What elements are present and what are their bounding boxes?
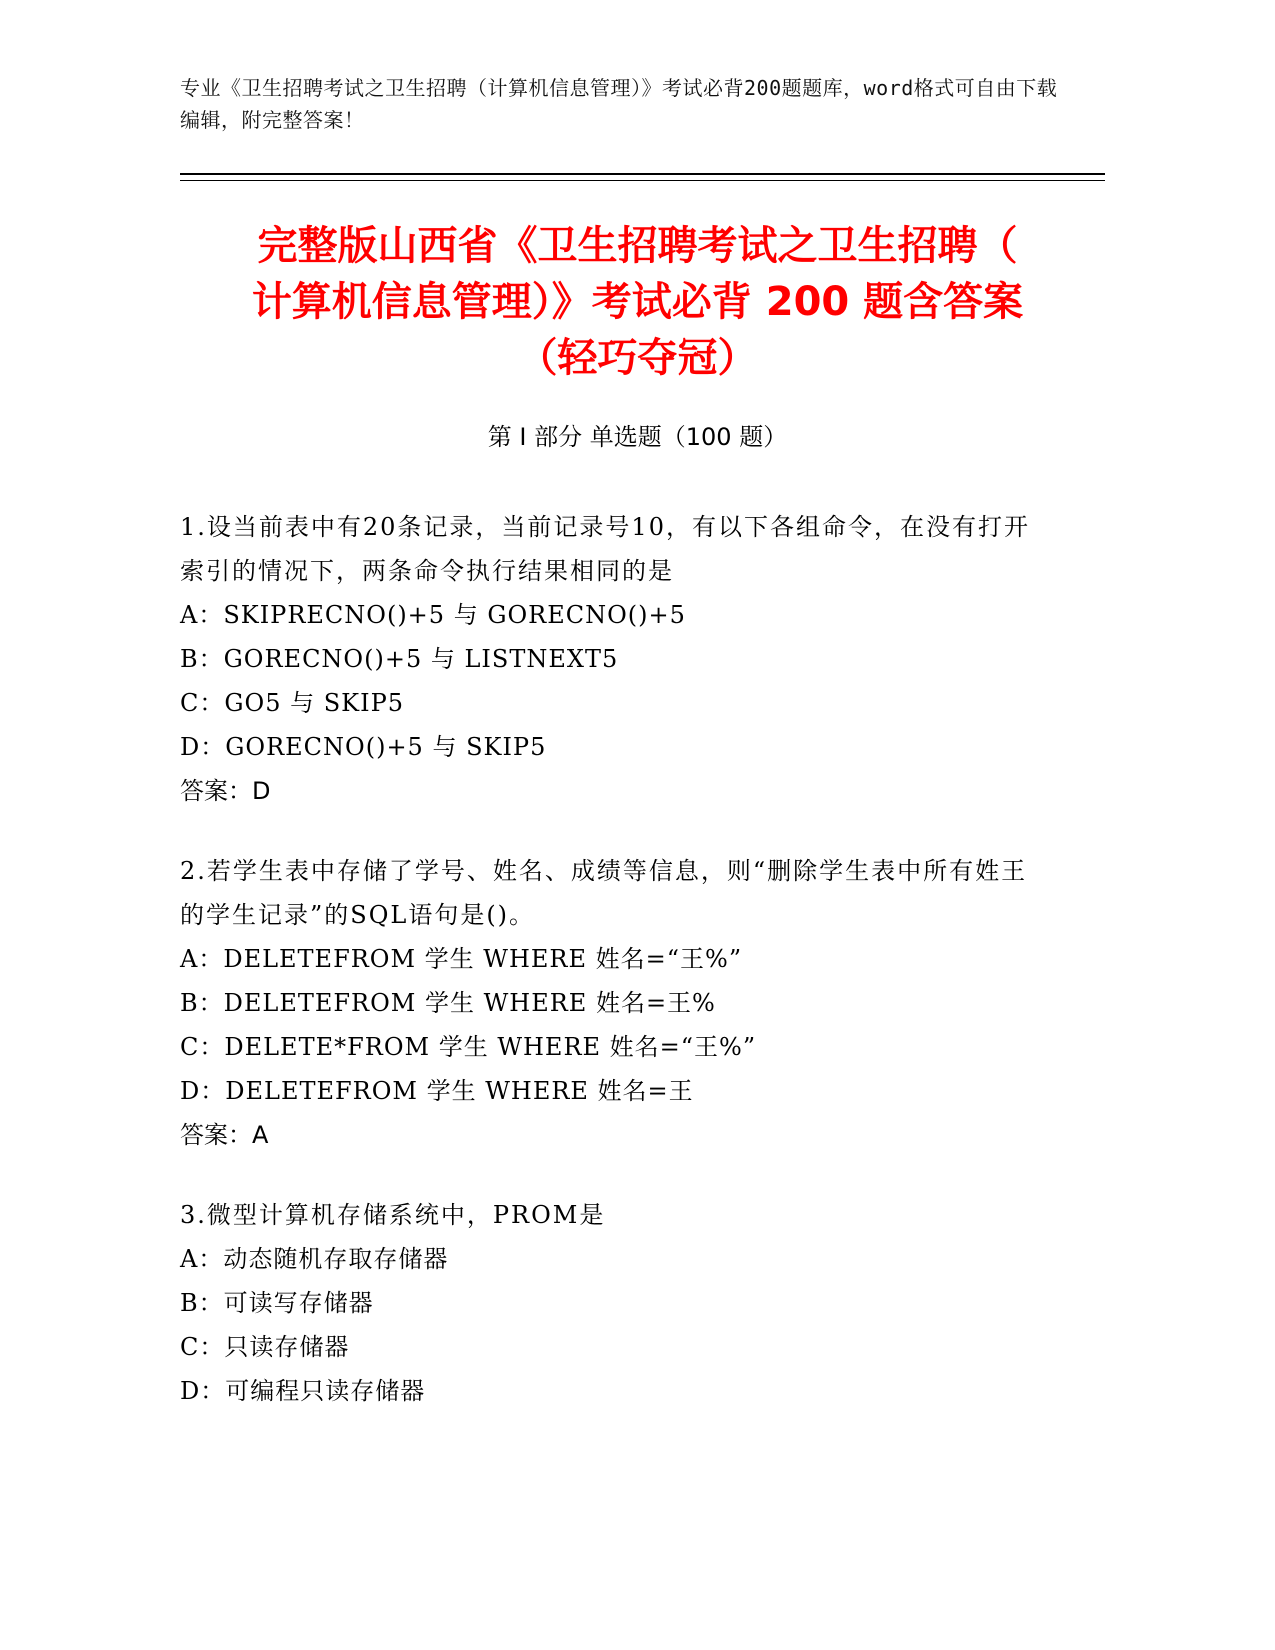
question-1: [180, 505, 1050, 813]
header-divider-thin: [180, 180, 1105, 181]
option-a: A：DELETEFROM 学生 WHERE 姓名=“王%”: [180, 945, 743, 973]
question-2: [180, 849, 1050, 1157]
document-title-line-3: （轻巧夺冠）: [517, 335, 758, 381]
option-c: C：DELETE*FROM 学生 WHERE 姓名=“王%”: [180, 1033, 757, 1061]
header-note: 专业《卫生招聘考试之卫生招聘（计算机信息管理）》考试必背200题题库，word格式可自由下载编辑，附完整答案！: [180, 76, 1058, 132]
option-c: C：GO5 与 SKIP5: [180, 689, 405, 717]
option-a: A：动态随机存取存储器: [180, 1245, 449, 1273]
question-3: [180, 1193, 1050, 1413]
option-b: B：DELETEFROM 学生 WHERE 姓名=王%: [180, 989, 716, 1017]
question-list: [180, 505, 1050, 1449]
section-title: 第 I 部分 单选题（100 题）: [487, 423, 788, 451]
option-a: A：SKIPRECNO()+5 与 GORECNO()+5: [180, 601, 686, 629]
option-d: D：DELETEFROM 学生 WHERE 姓名=王: [180, 1077, 694, 1105]
option-b: B：GORECNO()+5 与 LISTNEXT5: [180, 645, 619, 673]
question-stem: 2.若学生表中存储了学号、姓名、成绩等信息，则“删除学生表中所有姓王的学生记录”的SQL语句是()。: [180, 857, 1028, 929]
question-stem: 3.微型计算机存储系统中，PROM是: [180, 1201, 606, 1229]
answer: 答案：D: [180, 777, 271, 805]
header-divider-thick: [180, 173, 1105, 175]
question-stem: 1.设当前表中有20条记录，当前记录号10，有以下各组命令，在没有打开索引的情况下，两条命令执行结果相同的是: [180, 513, 1030, 585]
answer: 答案：A: [180, 1121, 269, 1149]
document-title-line-1: 完整版山西省《卫生招聘考试之卫生招聘（: [257, 223, 1018, 269]
document-title: [160, 218, 1115, 386]
option-d: D：可编程只读存储器: [180, 1377, 426, 1405]
option-c: C：只读存储器: [180, 1333, 350, 1361]
document-title-line-2: 计算机信息管理）》考试必背 200 题含答案: [251, 279, 1024, 325]
option-d: D：GORECNO()+5 与 SKIP5: [180, 733, 547, 761]
option-b: B：可读写存储器: [180, 1289, 374, 1317]
